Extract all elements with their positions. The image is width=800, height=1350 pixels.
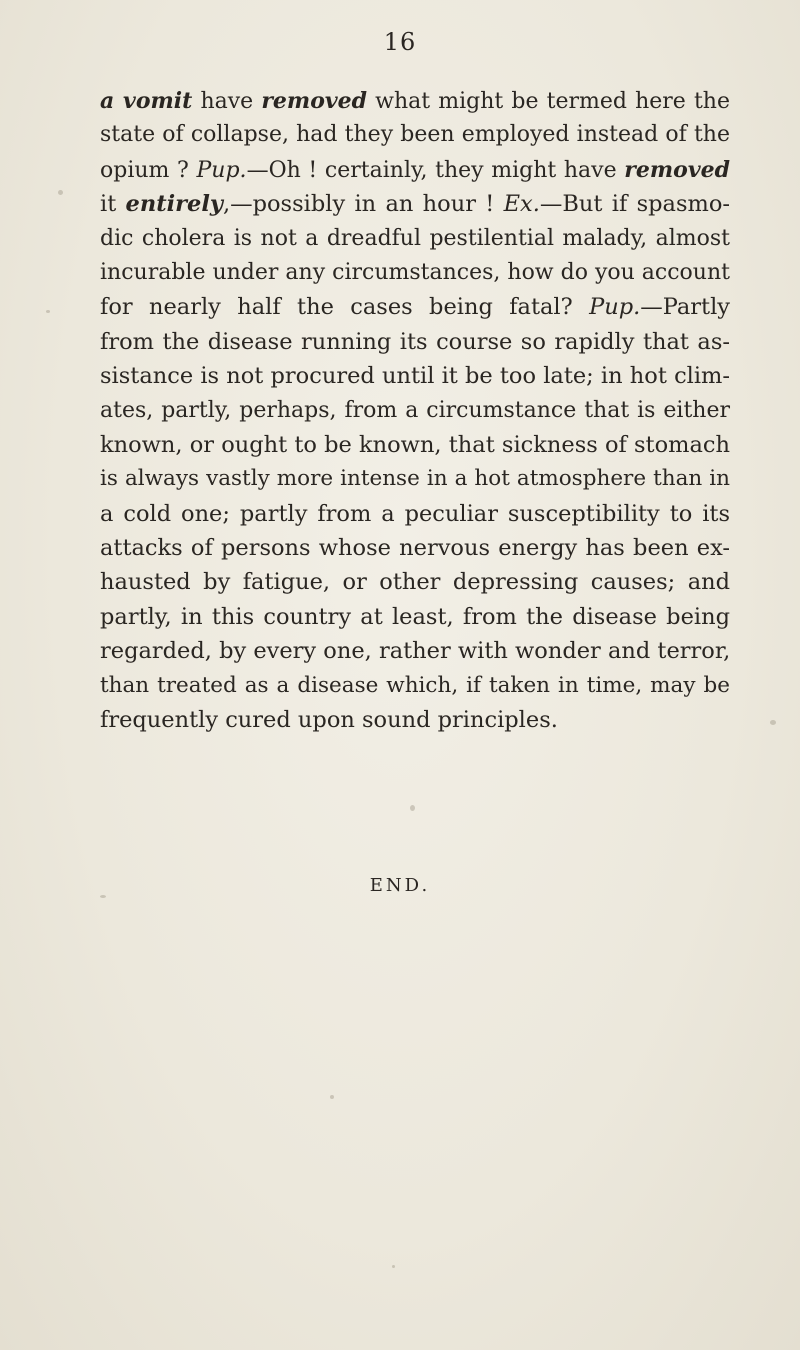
end-mark: END. [369, 875, 431, 896]
text-line [100, 462, 730, 496]
text-line [100, 187, 730, 221]
italic-text: Pup. [196, 157, 247, 183]
text-segment: it [100, 191, 126, 218]
text-segment: for nearly half the cases being fatal? [100, 294, 590, 321]
italic-text: a vomit [100, 88, 193, 114]
text-line [100, 565, 730, 599]
paper-speck [770, 720, 776, 725]
text-segment: dic cholera is not a dreadful pestilential malady, almost [100, 225, 730, 251]
text-segment: what might be termed here the [367, 89, 730, 114]
text-segment: is always vastly more intense in a hot atmosphere than in [100, 466, 730, 492]
body-text [100, 84, 730, 737]
text-line [100, 531, 730, 565]
page-number: 16 [383, 28, 417, 56]
text-segment: partly, in this country at least, from the disease being [100, 603, 730, 630]
text-line [100, 359, 730, 393]
italic-text: Pup. [589, 294, 641, 321]
text-segment: opium ? [100, 157, 197, 183]
text-segment: have [192, 89, 262, 114]
text-line [100, 703, 730, 737]
text-segment: —But if spasmo- [539, 191, 730, 218]
text-segment: —Partly [640, 294, 730, 321]
italic-text: entirely [125, 191, 223, 218]
text-segment: from the disease running its course so rapidly that as- [100, 328, 730, 355]
paper-speck [46, 310, 50, 313]
paper-speck [100, 895, 106, 898]
text-segment: known, or ought to be known, that sickness of stomach [100, 431, 730, 458]
text-line [100, 669, 730, 703]
text-line [100, 497, 730, 531]
text-line [100, 600, 730, 634]
text-line [100, 153, 730, 187]
text-line [100, 634, 730, 668]
text-segment: regarded, by every one, rather with wonder and terror, [100, 638, 731, 665]
text-line [100, 428, 730, 462]
paper-speck [392, 1265, 395, 1268]
paper-speck [410, 805, 415, 811]
italic-text: removed [261, 88, 368, 114]
text-segment: ates, partly, perhaps, from a circumstance that is either [100, 397, 730, 423]
text-segment: sistance is not procured until it be too late; in hot clim- [100, 363, 730, 390]
paper-speck [330, 1095, 334, 1099]
italic-text: Ex. [503, 191, 540, 218]
paper-speck [58, 190, 63, 195]
text-segment: ,—possibly in an hour ! [222, 191, 504, 218]
text-segment: hausted by fatigue, or other depressing causes; and [100, 569, 730, 596]
text-segment: than treated as a disease which, if taken in time, may be [100, 672, 730, 698]
text-line [100, 325, 730, 359]
text-segment: incurable under any circumstances, how do you account [100, 259, 730, 285]
text-line [100, 394, 730, 428]
italic-text: removed [624, 156, 730, 183]
text-line [100, 256, 730, 290]
text-segment: state of collapse, had they been employed instead of the [100, 122, 730, 148]
text-line [100, 84, 730, 118]
text-line [100, 290, 730, 324]
text-segment: frequently cured upon sound principles. [100, 707, 558, 734]
text-line [100, 222, 730, 256]
text-segment: a cold one; partly from a peculiar susceptibility to its [100, 500, 730, 527]
text-segment: attacks of persons whose nervous energy has been ex- [100, 535, 730, 562]
text-segment: —Oh ! certainly, they might have [246, 157, 625, 183]
text-line [100, 118, 730, 152]
